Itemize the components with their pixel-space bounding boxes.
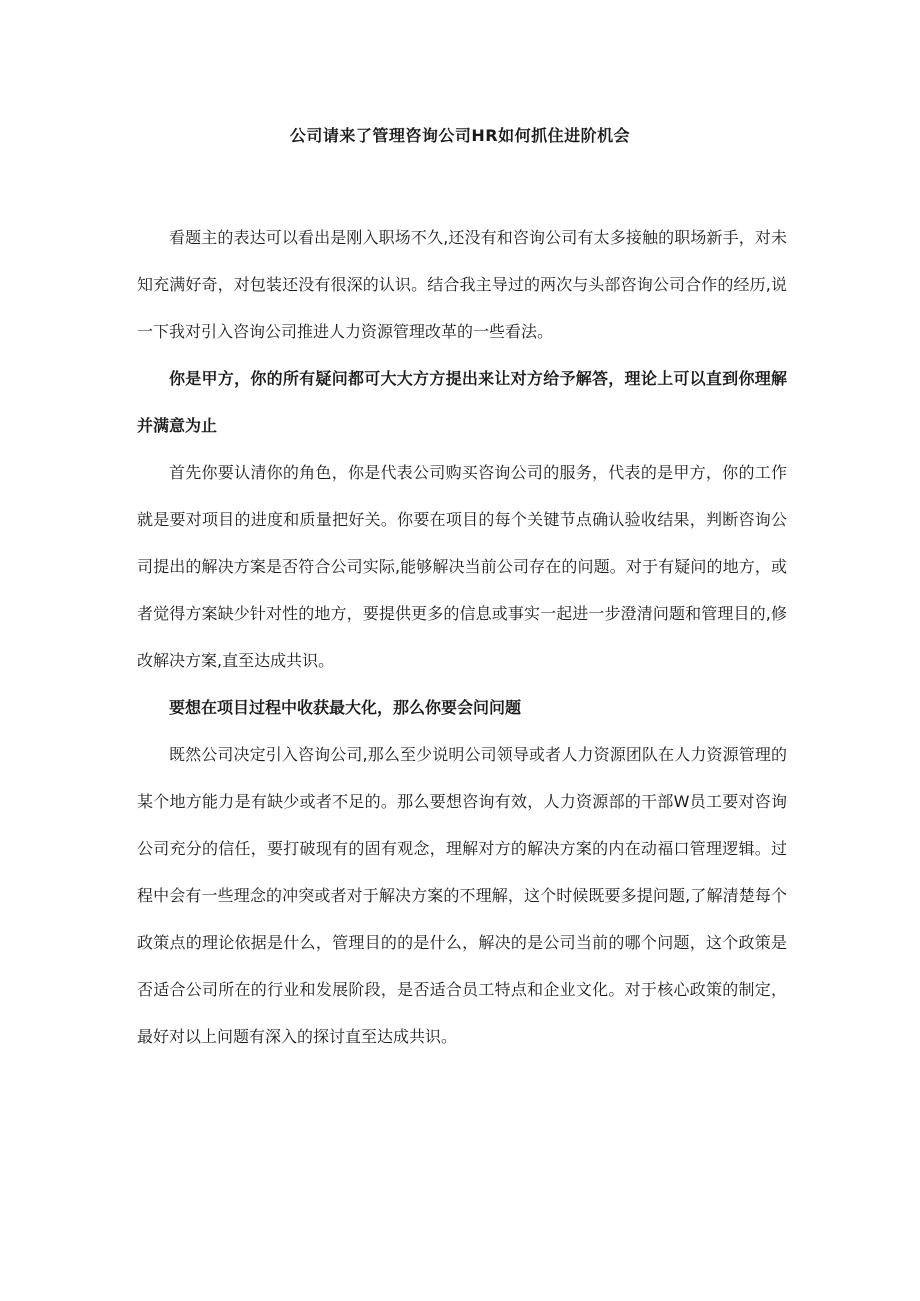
paragraph-ask-questions: 既然公司决定引入咨询公司,那么至少说明公司领导或者人力资源团队在人力资源管理的某个地方能力是有缺少或者不足的。那么要想咨询有效，人力资源部的干部W员工要对咨询公司充分的信任，要打破现有的固有观念，理解对方的解决方案的内在动福口管理逻辑。过程中会有一些理念的冲突或者对于解决方案的不理解，这个时候既要多提问题,了解清楚每个政策点的理论依据是什么，管理目的的是什么，解决的是公司当前的哪个问题，这个政策是否适合公司所在的行业和发展阶段，是否适合员工特点和企业文化。对于核心政策的制定，最好对以上问题有深入的探讨直至达成共识。 [137,745,787,1046]
heading-client-role: 你是甲方，你的所有疑问都可大大方方提出来让对方给予解答，理论上可以直到你理解并满意为止 [137,369,787,435]
heading-ask-questions: 要想在项目过程中收获最大化，那么你要会问问题 [169,698,522,717]
document-title: 公司请来了管理咨询公司HR如何抓住进阶机会 [289,126,631,145]
paragraph-client-role: 首先你要认清你的角色，你是代表公司购买咨询公司的服务，代表的是甲方，你的工作就是要对项目的进度和质量把好关。你要在项目的每个关键节点确认验收结果，判断咨询公司提出的解决方案是否符合公司实际,能够解决当前公司存在的问题。对于有疑问的地方，或者觉得方案缺少针对性的地方，要提供更多的信息或事实一起进一步澄清问题和管理目的,修改解决方案,直至达成共识。 [137,463,787,670]
document-body [137,214,787,1060]
paragraph-intro: 看题主的表达可以看出是刚入职场不久,还没有和咨询公司有太多接触的职场新手，对未知充满好奇，对包装还没有很深的认识。结合我主导过的两次与头部咨询公司合作的经历,说一下我对引入咨询公司推进人力资源管理改革的一些看法。 [137,228,787,341]
